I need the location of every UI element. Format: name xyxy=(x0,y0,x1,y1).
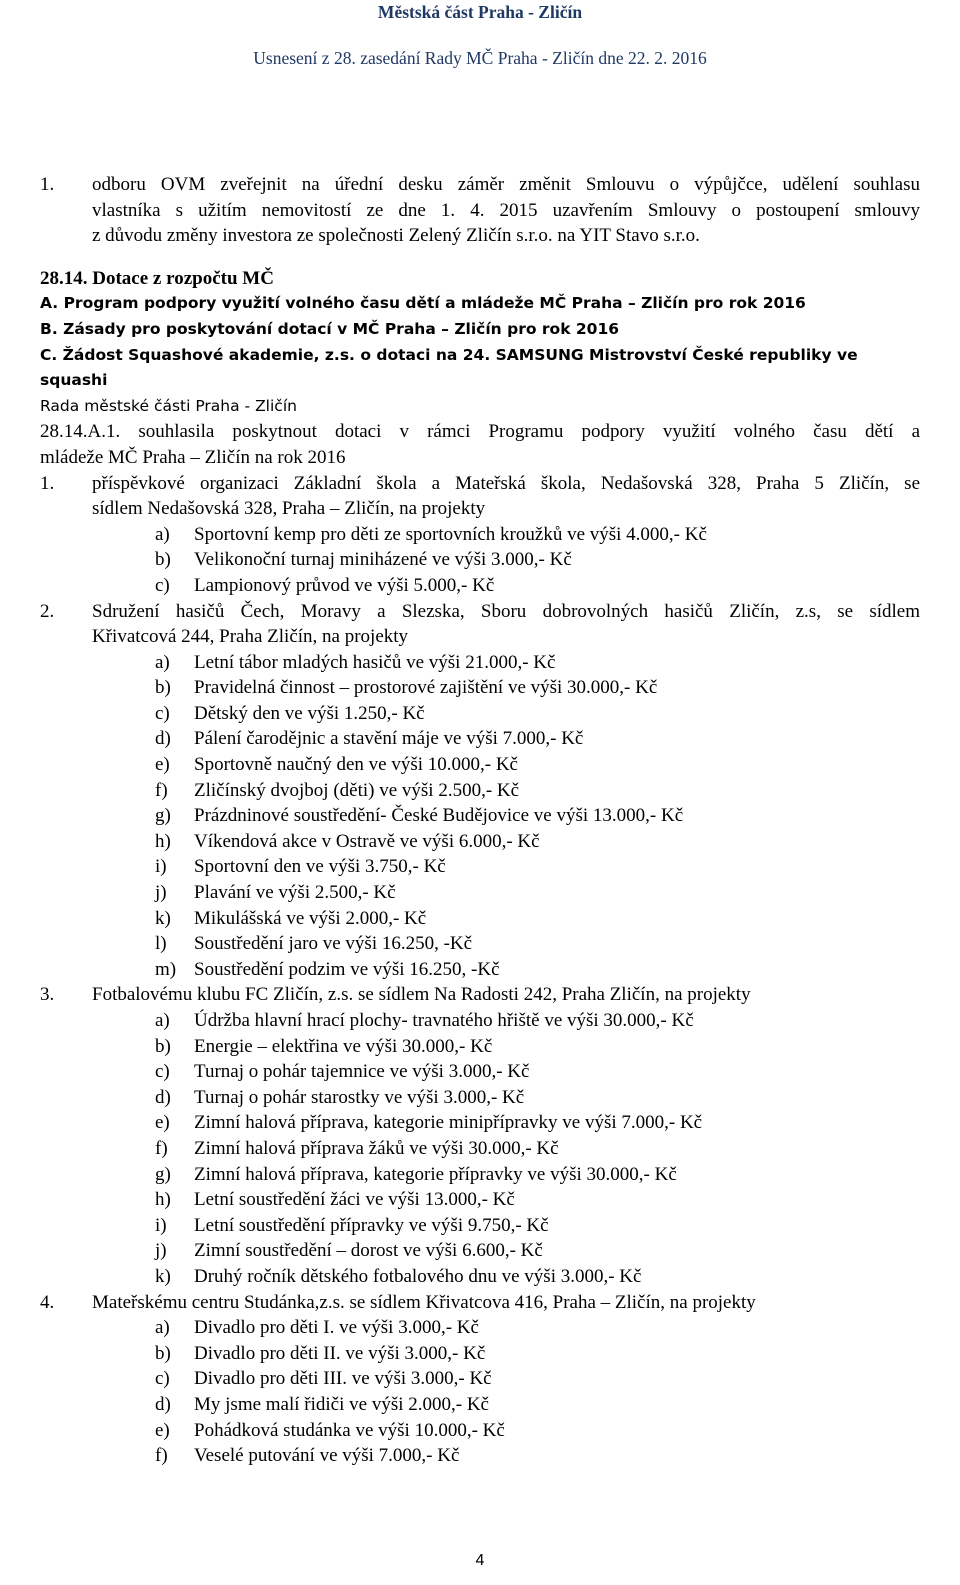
project-item xyxy=(40,1443,920,1469)
project-text: Zimní halová příprava, kategorie minipřípravky ve výši 7.000,- Kč xyxy=(194,1112,703,1134)
project-text: Údržba hlavní hrací plochy- travnatého hřiště ve výši 30.000,- Kč xyxy=(194,1010,694,1031)
recipient-text: sídlem Nedašovská 328, Praha – Zličín, na projekty xyxy=(92,498,486,520)
recipient-number: 4. xyxy=(40,1291,55,1313)
project-letter: g) xyxy=(155,1163,171,1185)
recipient-text: Sdružení hasičů Čech, Moravy a Slezska, Sboru dobrovolných hasičů Zličín, z.s, se sídlem xyxy=(92,600,920,622)
project-item xyxy=(40,1392,920,1418)
project-item xyxy=(40,573,920,599)
project-item xyxy=(40,752,920,778)
project-item xyxy=(40,547,920,573)
recipient-text: Křivatcová 244, Praha Zličín, na projekty xyxy=(92,626,409,648)
project-letter: f) xyxy=(155,779,168,801)
project-text: Turnaj o pohár starostky ve výši 3.000,- Kč xyxy=(194,1086,525,1108)
project-letter: i) xyxy=(155,856,167,878)
project-item xyxy=(40,1136,920,1162)
intro-number: 1. xyxy=(40,174,55,195)
project-item xyxy=(40,957,920,983)
project-item xyxy=(40,1162,920,1188)
project-letter: i) xyxy=(155,1214,167,1236)
document-body xyxy=(40,172,920,1469)
recipient-number: 3. xyxy=(40,984,55,1006)
page-header-subtitle: Usnesení z 28. zasedání Rady MČ Praha - Zličín dne 22. 2. 2016 xyxy=(253,48,707,68)
project-letter: a) xyxy=(155,651,170,673)
project-item xyxy=(40,675,920,701)
recipient-list xyxy=(40,471,920,1469)
project-text: Letní soustředění žáci ve výši 13.000,- Kč xyxy=(194,1189,515,1211)
project-letter: f) xyxy=(155,1445,168,1467)
section-item-c-continued: squashi xyxy=(40,371,108,390)
project-item xyxy=(40,1264,920,1290)
project-item xyxy=(40,1366,920,1392)
project-text: Zimní soustředění – dorost ve výši 6.600,- Kč xyxy=(194,1240,543,1262)
project-letter: b) xyxy=(155,677,171,699)
project-item xyxy=(40,803,920,829)
recipient-item xyxy=(40,1290,920,1469)
intro-line: z důvodu změny investora ze společnosti Zelený Zličín s.r.o. na YIT Stavo s.r.o. xyxy=(92,225,700,247)
project-item xyxy=(40,1187,920,1213)
project-letter: b) xyxy=(155,1342,171,1364)
project-text: Pohádková studánka ve výši 10.000,- Kč xyxy=(194,1419,505,1441)
recipient-text: Mateřskému centru Studánka,z.s. se sídlem Křivatcova 416, Praha – Zličín, na projekty xyxy=(92,1291,756,1313)
project-item xyxy=(40,829,920,855)
project-letter: a) xyxy=(155,523,170,545)
recipient-number: 2. xyxy=(40,600,55,622)
project-letter: c) xyxy=(155,1368,170,1390)
section-heading: 28.14. Dotace z rozpočtu MČ xyxy=(40,267,274,289)
project-text: Energie – elektřina ve výši 30.000,- Kč xyxy=(194,1035,493,1057)
project-letter: g) xyxy=(155,805,171,827)
project-item xyxy=(40,906,920,932)
project-item xyxy=(40,701,920,727)
project-letter: j) xyxy=(155,882,167,904)
project-text: Plavání ve výši 2.500,- Kč xyxy=(194,882,396,904)
page-header-title: Městská část Praha - Zličín xyxy=(377,2,583,22)
project-text: Letní tábor mladých hasičů ve výši 21.000,- Kč xyxy=(194,651,556,673)
project-text: Zimní halová příprava, kategorie přípravky ve výši 30.000,- Kč xyxy=(194,1163,677,1185)
project-item xyxy=(40,880,920,906)
project-letter: e) xyxy=(155,1112,170,1134)
project-item xyxy=(40,1213,920,1239)
project-item xyxy=(40,854,920,880)
project-item xyxy=(40,726,920,752)
resolution-text: 28.14.A.1. souhlasila poskytnout dotaci v rámci Programu podpory využití volného času dětí a xyxy=(40,421,920,443)
project-item xyxy=(40,1418,920,1444)
project-text: Soustředění podzim ve výši 16.250, -Kč xyxy=(194,958,500,980)
project-text: Dětský den ve výši 1.250,- Kč xyxy=(194,702,425,724)
project-item xyxy=(40,778,920,804)
recipient-item xyxy=(40,982,920,1289)
project-text: Divadlo pro děti I. ve výši 3.000,- Kč xyxy=(194,1317,479,1339)
project-text: Sportovně naučný den ve výši 10.000,- Kč xyxy=(194,754,518,776)
project-item xyxy=(40,931,920,957)
section-item-b: B. Zásady pro poskytování dotací v MČ Praha – Zličín pro rok 2016 xyxy=(40,319,620,338)
project-text: Sportovní kemp pro děti ze sportovních kroužků ve výši 4.000,- Kč xyxy=(194,523,707,545)
project-text: Soustředění jaro ve výši 16.250, -Kč xyxy=(194,933,473,955)
project-letter: c) xyxy=(155,702,170,724)
project-text: Divadlo pro děti III. ve výši 3.000,- Kč xyxy=(194,1368,492,1390)
project-text: Lampionový průvod ve výši 5.000,- Kč xyxy=(194,574,495,596)
project-item xyxy=(40,522,920,548)
project-letter: a) xyxy=(155,1317,170,1339)
project-text: My jsme malí řidiči ve výši 2.000,- Kč xyxy=(194,1393,489,1415)
project-letter: b) xyxy=(155,549,171,571)
project-letter: a) xyxy=(155,1010,170,1031)
recipient-item xyxy=(40,471,920,599)
project-text: Zimní halová příprava žáků ve výši 30.000,- Kč xyxy=(194,1137,559,1159)
project-text: Veselé putování ve výši 7.000,- Kč xyxy=(194,1445,460,1467)
project-text: Druhý ročník dětského fotbalového dnu ve výši 3.000,- Kč xyxy=(194,1265,642,1287)
project-item xyxy=(40,1110,920,1136)
project-text: Víkendová akce v Ostravě ve výši 6.000,- Kč xyxy=(194,830,540,852)
project-text: Turnaj o pohár tajemnice ve výši 3.000,- Kč xyxy=(194,1061,530,1083)
project-text: Sportovní den ve výši 3.750,- Kč xyxy=(194,856,446,878)
project-text: Zličínský dvojboj (děti) ve výši 2.500,- Kč xyxy=(194,779,520,801)
recipient-text: příspěvkové organizaci Základní škola a Mateřská škola, Nedašovská 328, Praha 5 Zličín, se xyxy=(92,472,920,494)
project-letter: c) xyxy=(155,574,170,596)
project-letter: k) xyxy=(155,1265,171,1287)
project-item xyxy=(40,1085,920,1111)
section-item-c: C. Žádost Squashové akademie, z.s. o dotaci na 24. SAMSUNG Mistrovství České republiky ve xyxy=(40,345,858,364)
project-item xyxy=(40,1238,920,1264)
project-letter: e) xyxy=(155,754,170,776)
page-number: 4 xyxy=(475,1552,485,1569)
project-item xyxy=(40,1315,920,1341)
section-item-a: A. Program podpory využití volného času dětí a mládeže MČ Praha – Zličín pro rok 2016 xyxy=(40,294,806,313)
project-letter: d) xyxy=(155,728,171,750)
project-item xyxy=(40,1341,920,1367)
resolution-text: mládeže MČ Praha – Zličín na rok 2016 xyxy=(40,446,346,468)
project-text: Velikonoční turnaj miniházené ve výši 3.000,- Kč xyxy=(194,549,572,571)
recipient-text: Fotbalovému klubu FC Zličín, z.s. se sídlem Na Radosti 242, Praha Zličín, na projekty xyxy=(92,984,751,1006)
recipient-item xyxy=(40,599,920,983)
intro-item xyxy=(40,172,920,249)
project-text: Prázdninové soustředění- České Budějovice ve výši 13.000,- Kč xyxy=(194,805,684,827)
project-text: Divadlo pro děti II. ve výši 3.000,- Kč xyxy=(194,1342,486,1364)
project-letter: l) xyxy=(155,933,167,955)
intro-line: odboru OVM zveřejnit na úřední desku záměr změnit Smlouvu o výpůjčce, udělení souhlasu xyxy=(92,174,920,195)
project-text: Letní soustředění přípravky ve výši 9.750,- Kč xyxy=(194,1214,549,1236)
project-item xyxy=(40,650,920,676)
project-text: Pravidelná činnost – prostorové zajištění ve výši 30.000,- Kč xyxy=(194,677,658,699)
rada-label: Rada městské části Praha - Zličín xyxy=(40,396,297,415)
project-text: Pálení čarodějnic a stavění máje ve výši 7.000,- Kč xyxy=(194,728,584,750)
project-letter: h) xyxy=(155,830,171,852)
project-letter: k) xyxy=(155,907,171,929)
project-item xyxy=(40,1034,920,1060)
project-letter: h) xyxy=(155,1189,171,1211)
recipient-number: 1. xyxy=(40,472,55,494)
project-letter: e) xyxy=(155,1419,170,1441)
project-item xyxy=(40,1008,920,1034)
project-letter: d) xyxy=(155,1393,171,1415)
project-text: Mikulášská ve výši 2.000,- Kč xyxy=(194,907,427,929)
project-item xyxy=(40,1059,920,1085)
project-letter: c) xyxy=(155,1061,170,1083)
project-letter: d) xyxy=(155,1086,171,1108)
intro-line: vlastníka s užitím nemovitostí ze dne 1. 4. 2015 uzavřením Smlouvy o postoupení smlouvy xyxy=(92,199,920,221)
project-letter: j) xyxy=(155,1240,167,1262)
project-letter: f) xyxy=(155,1137,168,1159)
project-letter: b) xyxy=(155,1035,171,1057)
project-letter: m) xyxy=(155,958,177,980)
